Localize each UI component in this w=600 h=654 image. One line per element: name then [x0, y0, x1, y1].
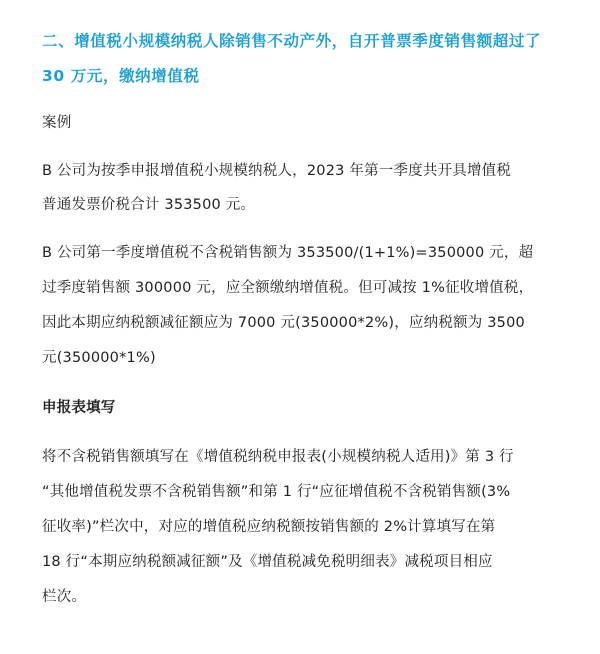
- paragraph-3-line-1: 将不含税销售额填写在《增值税纳税申报表(小规模纳税人适用)》第 3 行: [42, 449, 514, 465]
- paragraph-2-line-3: 因此本期应纳税额减征额应为 7000 元(350000*2%)，应纳税额为 3500: [42, 315, 525, 331]
- form-heading: 申报表填写: [42, 400, 116, 416]
- paragraph-2-line-4: 元(350000*1%): [42, 350, 156, 366]
- section-heading-line-2: 30 万元，缴纳增值税: [42, 67, 200, 85]
- paragraph-1-line-2: 普通发票价税合计 353500 元。: [42, 197, 256, 213]
- section-heading-line-1: 二、增值税小规模纳税人除销售不动产外，自开普票季度销售额超过了: [42, 32, 542, 50]
- paragraph-3-line-5: 栏次。: [42, 589, 87, 605]
- paragraph-3-line-3: 征收率)”栏次中，对应的增值税应纳税额按销售额的 2%计算填写在第: [42, 519, 496, 535]
- paragraph-1-line-1: B 公司为按季申报增值税小规模纳税人，2023 年第一季度共开具增值税: [42, 163, 512, 179]
- paragraph-2-line-2: 过季度销售额 300000 元，应全额缴纳增值税。但可减按 1%征收增值税，: [42, 280, 534, 296]
- paragraph-3-line-2: “其他增值税发票不含税销售额”和第 1 行“应征增值税不含税销售额(3%: [42, 484, 511, 500]
- paragraph-2-line-1: B 公司第一季度增值税不含税销售额为 353500/(1+1%)=350000 元，超: [42, 245, 534, 261]
- case-label: 案例: [42, 115, 72, 131]
- paragraph-3-line-4: 18 行“本期应纳税额减征额”及《增值税减免税明细表》减税项目相应: [42, 554, 493, 570]
